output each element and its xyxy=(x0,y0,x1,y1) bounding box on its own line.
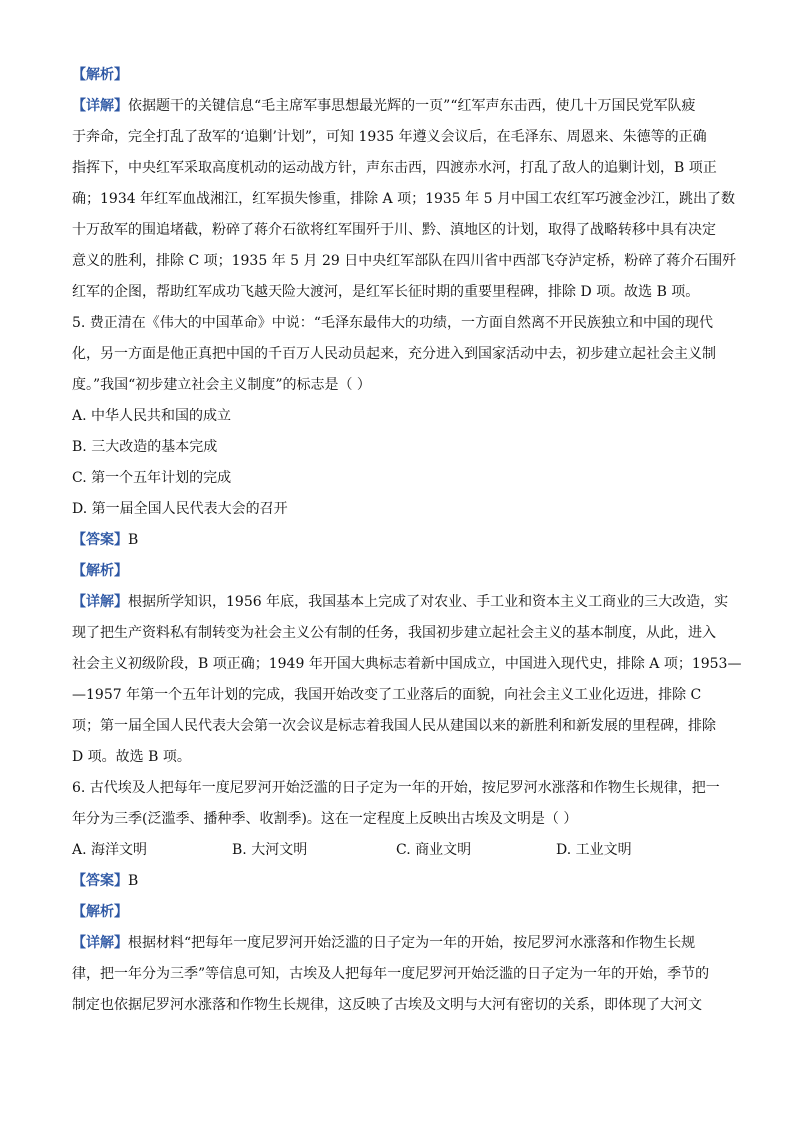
detail-paragraph-line: 意义的胜利，排除 C 项；1935 年 5 月 29 日中央红军部队在四川省中西部飞夺泸定桥，粉碎了蒋介石围歼 xyxy=(72,253,737,269)
answer-label: 【答案】 xyxy=(72,532,128,548)
question-6-options xyxy=(72,835,722,866)
question-6-stem: 6. 古代埃及人把每年一度尼罗河开始泛滥的日子定为一年的开始，按尼罗河水涨落和作物生长规律，把一 xyxy=(72,780,720,796)
question-5-detail-line: 项；第一届全国人民代表大会第一次会议是标志着我国人民从建国以来的新胜利和新发展的里程碑，排除 xyxy=(72,718,716,734)
detail-paragraph-line: 确；1934 年红军血战湘江，红军损失惨重，排除 A 项；1935 年 5 月中国工农红军巧渡金沙江，跳出了数 xyxy=(72,191,735,207)
question-5-stem: 度。”我国“初步建立社会主义制度”的标志是（ ） xyxy=(72,377,371,393)
detail-label: 【详解】 xyxy=(72,594,128,610)
question-5-stem: 5. 费正清在《伟大的中国革命》中说：“毛泽东最伟大的功绩，一方面自然离不开民族独立和中国的现代 xyxy=(72,315,713,331)
question-6-option-d: D. 工业文明 xyxy=(556,842,632,858)
question-6-answer xyxy=(72,866,722,897)
detail-paragraph-line: 于奔命，完全打乱了敌军的‘追剿’计划”，可知 1935 年遵义会议后，在毛泽东、周恩来、朱德等的正确 xyxy=(72,129,707,145)
question-5-detail-line: —1957 年第一个五年计划的完成，我国开始改变了工业落后的面貌，向社会主义工业化迈进，排除 C xyxy=(72,687,702,703)
question-5-answer xyxy=(72,525,722,556)
question-5-analysis-heading xyxy=(72,556,722,587)
answer-value: B xyxy=(128,532,139,548)
analysis-label: 【解析】 xyxy=(72,563,128,579)
answer-value: B xyxy=(128,873,139,889)
question-5-stem: 化，另一方面是他正真把中国的千百万人民动员起来，充分进入到国家活动中去，初步建立起社会主义制 xyxy=(72,346,716,362)
analysis-label: 【解析】 xyxy=(72,67,128,83)
detail-paragraph-line xyxy=(72,91,722,122)
detail-text: 根据材料“把每年一度尼罗河开始泛滥的日子定为一年的开始，按尼罗河水涨落和作物生长规 xyxy=(128,935,696,951)
question-5-detail-line: 社会主义初级阶段，B 项正确；1949 年开国大典标志着新中国成立，中国进入现代史，排除 A 项；1953— xyxy=(72,656,742,672)
question-6-detail-line xyxy=(72,928,722,959)
document-page xyxy=(72,60,742,1021)
answer-label: 【答案】 xyxy=(72,873,128,889)
detail-paragraph-line: 十万敌军的围追堵截，粉碎了蒋介石欲将红军围歼于川、黔、滇地区的计划，取得了战略转移中具有决定 xyxy=(72,222,716,238)
analysis-label: 【解析】 xyxy=(72,904,128,920)
question-6-detail-line: 律，把一年分为三季”等信息可知，古埃及人把每年一度尼罗河开始泛滥的日子定为一年的开始，季节的 xyxy=(72,966,710,982)
question-6-option-c: C. 商业文明 xyxy=(396,842,472,858)
question-5-option-d: D. 第一届全国人民代表大会的召开 xyxy=(72,501,288,517)
question-6-option-b: B. 大河文明 xyxy=(232,842,308,858)
question-6-stem: 年分为三季(泛滥季、播种季、收割季)。这在一定程度上反映出古埃及文明是（ ） xyxy=(72,811,578,827)
question-5-detail-line: D 项。故选 B 项。 xyxy=(72,749,191,765)
question-5-option-c: C. 第一个五年计划的完成 xyxy=(72,470,232,486)
detail-paragraph-line: 指挥下，中央红军采取高度机动的运动战方针，声东击西，四渡赤水河，打乱了敌人的追剿计划，B 项正 xyxy=(72,160,717,176)
question-5-detail-line xyxy=(72,587,729,618)
detail-label: 【详解】 xyxy=(72,98,128,114)
question-6-option-a: A. 海洋文明 xyxy=(72,842,148,858)
question-6-analysis-heading xyxy=(72,897,722,928)
question-5-detail-line: 现了把生产资料私有制转变为社会主义公有制的任务，我国初步建立起社会主义的基本制度，从此，进入 xyxy=(72,625,716,641)
detail-text: 根据所学知识，1956 年底，我国基本上完成了对农业、手工业和资本主义工商业的三大改造，实 xyxy=(128,594,729,610)
question-5-option-a: A. 中华人民共和国的成立 xyxy=(72,408,232,424)
detail-text: 依据题干的关键信息“毛主席军事思想最光辉的一页”“红军声东击西，使几十万国民党军队疲 xyxy=(128,98,696,114)
detail-label: 【详解】 xyxy=(72,935,128,951)
analysis-heading xyxy=(72,60,722,91)
question-6-detail-line: 制定也依据尼罗河水涨落和作物生长规律，这反映了古埃及文明与大河有密切的关系，即体现了大河文 xyxy=(72,997,702,1013)
question-5-option-b: B. 三大改造的基本完成 xyxy=(72,439,218,455)
detail-paragraph-line: 红军的企图，帮助红军成功飞越天险大渡河，是红军长征时期的重要里程碑，排除 D 项。故选 B 项。 xyxy=(72,284,700,300)
